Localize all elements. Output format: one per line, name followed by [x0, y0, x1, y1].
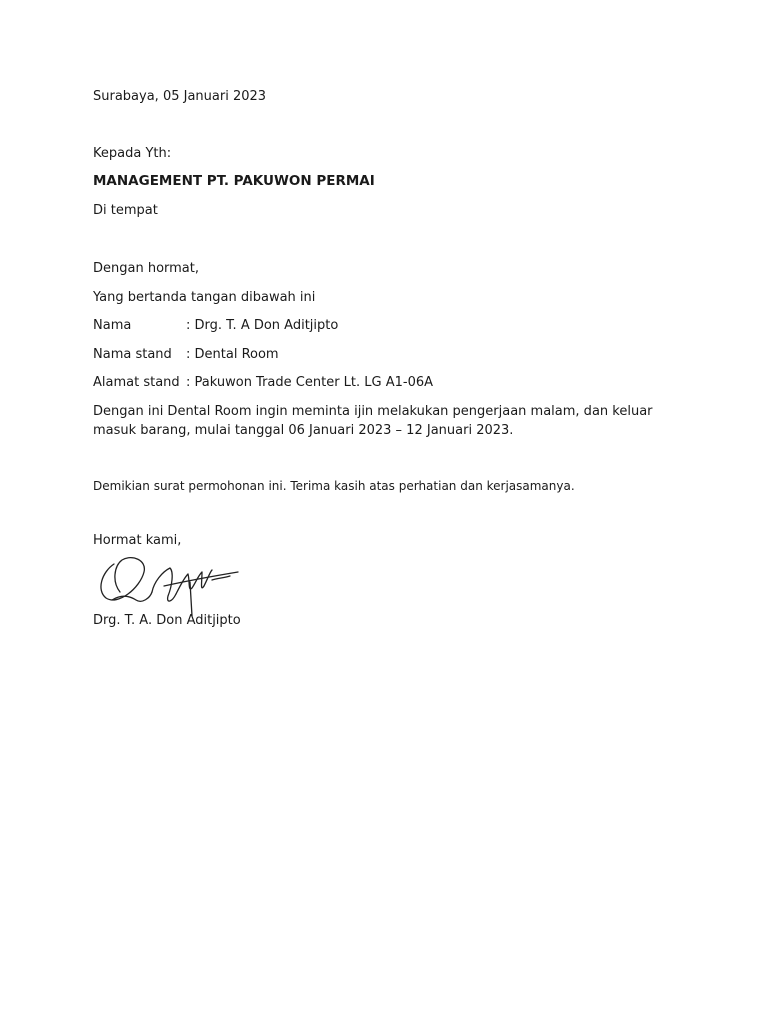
place-date: Surabaya, 05 Januari 2023 — [93, 89, 267, 104]
field-label: Nama — [93, 318, 132, 333]
field-label: Alamat stand — [93, 375, 180, 390]
field-value: : Dental Room — [186, 347, 279, 362]
recipient-location: Di tempat — [93, 203, 158, 218]
field-row-nama — [93, 317, 338, 334]
field-row-nama-stand — [93, 346, 279, 363]
closing-paragraph: Demikian surat permohonan ini. Terima kasih atas perhatian dan kerjasamanya. — [93, 479, 575, 493]
recipient: MANAGEMENT PT. PAKUWON PERMAI — [93, 173, 375, 189]
salutation-to: Kepada Yth: — [93, 146, 172, 161]
field-row-alamat-stand — [93, 374, 433, 391]
regards: Hormat kami, — [93, 533, 182, 548]
field-value: : Pakuwon Trade Center Lt. LG A1-06A — [186, 375, 434, 390]
greeting: Dengan hormat, — [93, 261, 200, 276]
handwritten-signature-icon — [92, 542, 242, 616]
body-paragraph: Dengan ini Dental Room ingin meminta ijin melakukan pengerjaan malam, dan keluar masuk barang, mulai tanggal 06 Januari 2023 – 12 Januari 2023. — [93, 404, 653, 438]
intro-text: Yang bertanda tangan dibawah ini — [93, 290, 316, 305]
field-value: : Drg. T. A Don Aditjipto — [186, 318, 339, 333]
signature-name: Drg. T. A. Don Aditjipto — [93, 613, 241, 628]
field-label: Nama stand — [93, 347, 172, 362]
